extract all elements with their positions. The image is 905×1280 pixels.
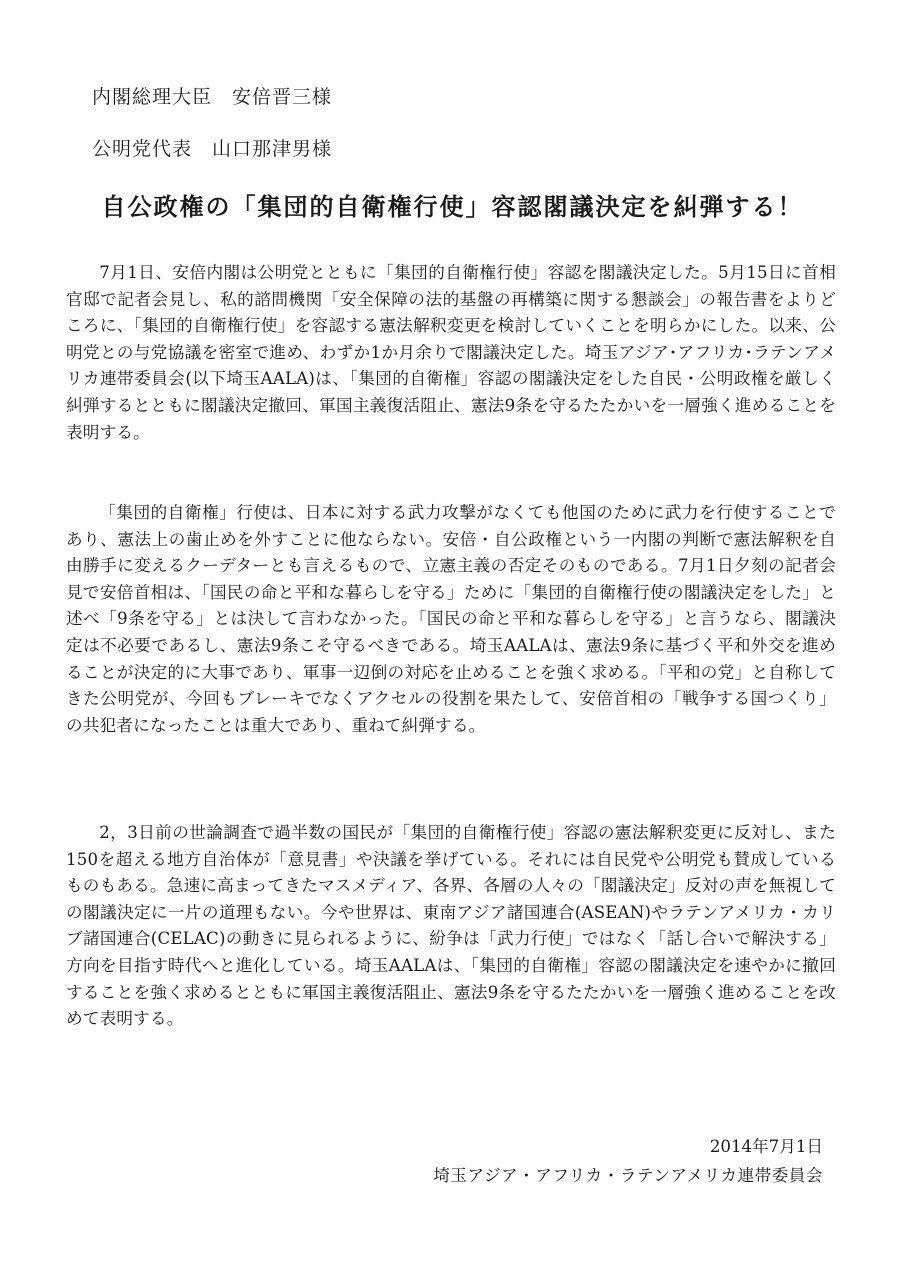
paragraph-1: 7月1日、安倍内閣は公明党とともに「集団的自衛権行使」容認を閣議決定した。5月15日に首相官邸で記者会見し、私的諮問機関「安全保障の法的基盤の再構築に関する懇談会」の報告書をよりどころに、「集団的自衛権行使」を容認する憲法解釈変更を検討していくことを明らかにした。以来、公明党との与党協議を密室で進め、わずか1か月余りで閣議決定した。埼玉アジア･アフリカ･ラテンアメリカ連帯委員会(以下埼玉AALA)は、「集団的自衛権」容認の閣議決定をした自民・公明政権を厳しく糾弾するとともに閣議決定撤回、軍国主義復活阻止、憲法9条を守るたたかいを一層強く進めることを表明する。 [66, 263, 836, 442]
issuing-organization: 埼玉アジア・アフリカ・ラテンアメリカ連帯委員会 [433, 1166, 823, 1185]
addressee-komeito-leader: 公明党代表 山口那津男様 [92, 138, 333, 160]
statement-title: 自公政権の「集団的自衛権行使」容認閣議決定を糾弾する！ [101, 193, 804, 221]
addressee-prime-minister: 内閣総理大臣 安倍晋三様 [92, 86, 333, 108]
paragraph-3: 2，3日前の世論調査で過半数の国民が「集団的自衛権行使」容認の憲法解釈変更に反対し、また150を超える地方自治体が「意見書」や決議を挙げている。それには自民党や公明党も賛成しているものもある。急速に高まってきたマスメディア、各界、各層の人々の「閣議決定」反対の声を無視しての閣議決定に一片の道理もない。今や世界は、東南アジア諸国連合(ASEAN)やラテンアメリカ・カリブ諸国連合(CELAC)の動きに見られるように、紛争は「武力行使」ではなく「話し合いで解決する」方向を目指す時代へと進化している。埼玉AALAは、「集団的自衛権」容認の閣議決定を速やかに撤回することを強く求めるとともに軍国主義復活阻止、憲法9条を守るたたかいを一層強く進めることを改めて表明する。 [66, 823, 836, 1029]
statement-date: 2014年7月1日 [709, 1137, 823, 1156]
paragraph-2: 「集団的自衛権」行使は、日本に対する武力攻撃がなくても他国のために武力を行使することであり、憲法上の歯止めを外すことに他ならない。安倍・自公政権という一内閣の判断で憲法解釈を自由勝手に変えるクーデターとも言えるもので、立憲主義の否定そのものである。7月1日夕刻の記者会見で安倍首相は、「国民の命と平和な暮らしを守る」ために「集団的自衛権行使の閣議決定をした」と述べ「9条を守る」とは決して言わなかった。「国民の命と平和な暮らしを守る」と言うなら、閣議決定は不必要であるし、憲法9条こそ守るべきである。埼玉AALAは、憲法9条に基づく平和外交を進めることが決定的に大事であり、軍事一辺倒の対応を止めることを強く求める。「平和の党」と自称してきた公明党が、今回もブレーキでなくアクセルの役割を果たして、安倍首相の「戦争する国つくり」の共犯者になったことは重大であり、重ねて糾弾する。 [66, 503, 836, 735]
